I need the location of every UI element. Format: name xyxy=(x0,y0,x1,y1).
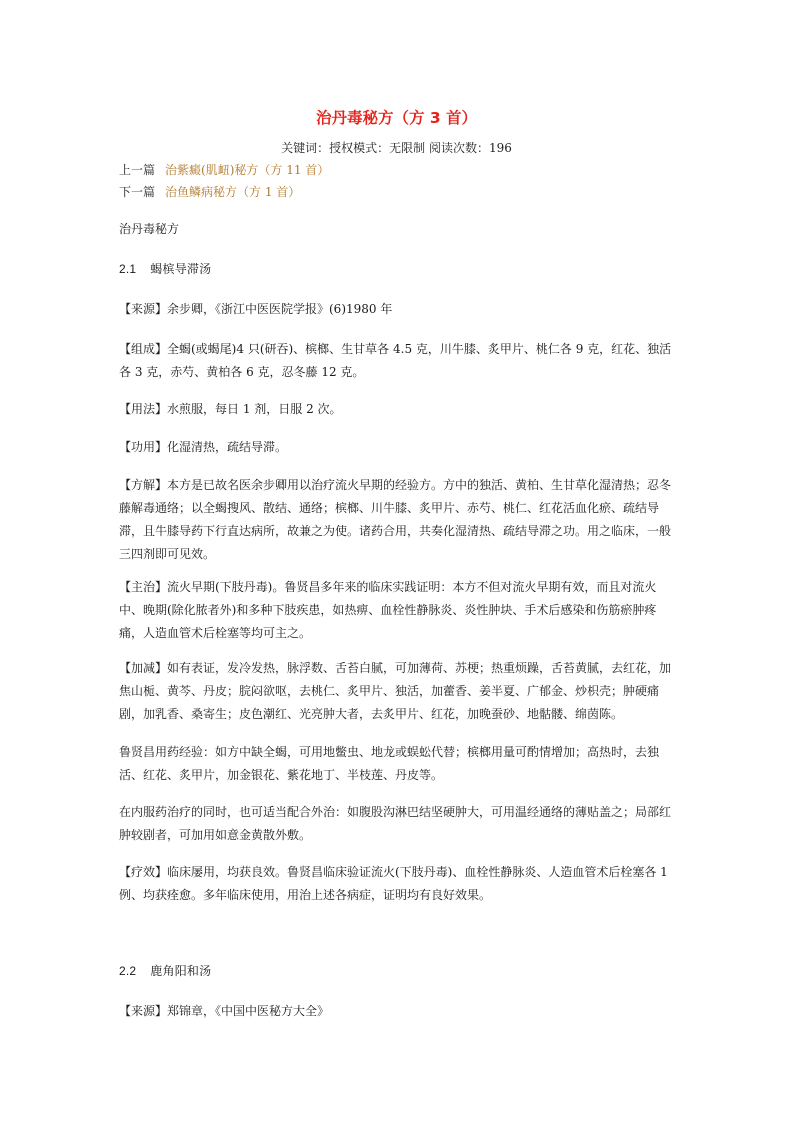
prev-label: 上一篇 xyxy=(119,163,156,177)
next-label: 下一篇 xyxy=(119,185,156,199)
section-number: 2.2 xyxy=(119,964,137,978)
modification-paragraph: 【加减】如有表证，发冷发热，脉浮数、舌苔白腻，可加薄荷、苏梗；热重烦躁，舌苔黄腻，去红花，加焦山栀、黄芩、丹皮；脘闷欲呕，去桃仁、炙甲片、独活，加藿香、姜半夏、广郁金、炒枳壳；肿硬痛剧，加乳香、桑寄生；皮色潮红、光亮肿大者，去炙甲片、红花，加晚蚕砂、地骷髅、绵茵陈。 xyxy=(119,661,672,721)
outcome-paragraph: 【疗效】临床屡用，均获良效。鲁贤昌临床验证流火(下肢丹毒)、血栓性静脉炎、人造血管术后栓塞各 1 例、均获痊愈。多年临床使用，用治上述各病症，证明均有良好效果。 xyxy=(119,865,668,902)
prev-article-link[interactable]: 治紫癜(肌衄)秘方（方 11 首） xyxy=(165,163,330,177)
prev-nav xyxy=(119,161,329,178)
page-title: 治丹毒秘方（方 3 首） xyxy=(315,109,478,127)
explanation-paragraph: 【方解】本方是已故名医余步卿用以治疗流火早期的经验方。方中的独活、黄柏、生甘草化湿清热；忍冬藤解毒通络；以全蝎搜风、散结、通络；槟榔、川牛膝、炙甲片、赤芍、桃仁、红花活血化瘀、疏结导滞，且牛膝导药下行直达病所，故兼之为使。诸药合用，共奏化湿清热、疏结导滞之功。用之临床，一般三四剂即可见效。 xyxy=(119,478,672,561)
doc-heading: 治丹毒秘方 xyxy=(119,222,180,236)
indication-paragraph: 【主治】流火早期(下肢丹毒)。鲁贤昌多年来的临床实践证明：本方不但对流火早期有效，而且对流火中、晚期(除化脓者外)和多种下肢疾患，如热痹、血栓性静脉炎、炎性肿块、手术后感染和伤筋瘀肿疼痛，人造血管术后栓塞等均可主之。 xyxy=(119,580,657,640)
source-paragraph: 【来源】郑锦章，《中国中医秘方大全》 xyxy=(119,1004,330,1018)
next-article-link[interactable]: 治鱼鳞病秘方（方 1 首） xyxy=(165,185,301,199)
section-name: 蝎槟导滞汤 xyxy=(150,262,212,276)
source-paragraph: 【来源】余步卿，《浙江中医医院学报》(6)1980 年 xyxy=(119,302,393,316)
experience-paragraph: 鲁贤昌用药经验：如方中缺全蝎，可用地鳖虫、地龙或蜈蚣代替；槟榔用量可酌情增加；高热时，去独活、红花、炙甲片，加金银花、紫花地丁、半枝莲、丹皮等。 xyxy=(119,745,660,782)
section-number: 2.1 xyxy=(119,262,137,276)
composition-paragraph: 【组成】全蝎(或蝎尾)4 只(研吞)、槟榔、生甘草各 4.5 克，川牛膝、炙甲片、桃仁各 9 克，红花、独活各 3 克，赤芍、黄柏各 6 克，忍冬藤 12 克。 xyxy=(119,342,672,379)
meta-info: 关键词：授权模式：无限制 阅读次数：196 xyxy=(281,141,512,155)
effect-paragraph: 【功用】化湿清热，疏结导滞。 xyxy=(119,440,288,454)
next-nav xyxy=(119,183,300,200)
section-heading-1 xyxy=(119,258,675,281)
usage-paragraph: 【用法】水煎服，每日 1 剂，日服 2 次。 xyxy=(119,402,342,416)
section-heading-2 xyxy=(119,960,675,983)
section-name: 鹿角阳和汤 xyxy=(150,964,212,978)
external-treatment-paragraph: 在内服药治疗的同时，也可适当配合外治：如腹股沟淋巴结坚硬肿大，可用温经通络的薄贴盖之；局部红肿较剧者，可加用如意金黄散外敷。 xyxy=(119,805,672,842)
